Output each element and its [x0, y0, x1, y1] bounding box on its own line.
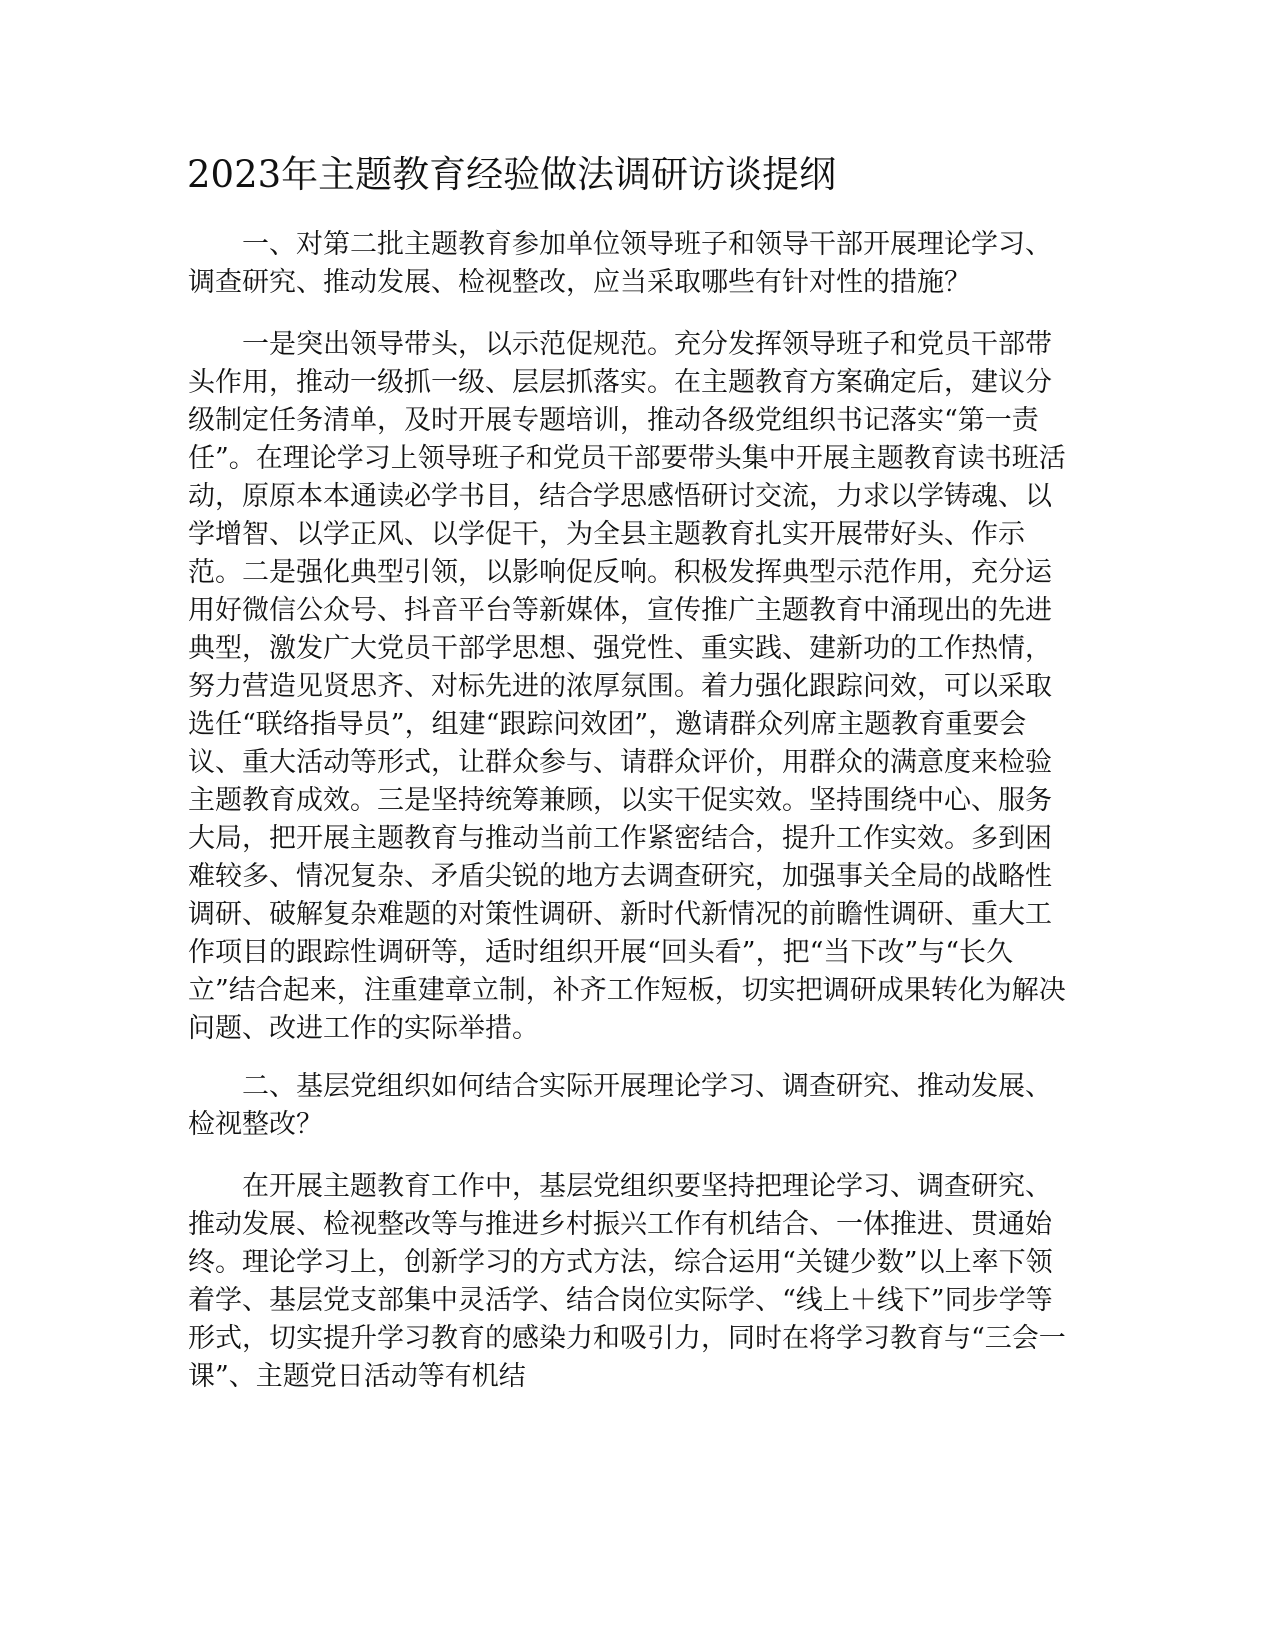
- document-body: [188, 226, 1072, 1416]
- answer-paragraph-2: 在开展主题教育工作中，基层党组织要坚持把理论学习、调查研究、推动发展、检视整改等与推进乡村振兴工作有机结合、一体推进、贯通始终。理论学习上，创新学习的方式方法，综合运用“关键少数”以上率下领着学、基层党支部集中灵活学、结合岗位实际学、“线上＋线下”同步学等形式，切实提升学习教育的感染力和吸引力，同时在将学习教育与“三会一课”、主题党日活动等有机结: [188, 1171, 1066, 1392]
- question-paragraph-2: 二、基层党组织如何结合实际开展理论学习、调查研究、推动发展、检视整改？: [188, 1071, 1052, 1140]
- question-paragraph-1: 一、对第二批主题教育参加单位领导班子和领导干部开展理论学习、调查研究、推动发展、检视整改，应当采取哪些有针对性的措施？: [188, 229, 1052, 298]
- answer-paragraph-1: 一是突出领导带头，以示范促规范。充分发挥领导班子和党员干部带头作用，推动一级抓一级、层层抓落实。在主题教育方案确定后，建议分级制定任务清单，及时开展专题培训，推动各级党组织书记落实“第一责任”。在理论学习上领导班子和党员干部要带头集中开展主题教育读书班活动，原原本本通读必学书目，结合学思感悟研讨交流，力求以学铸魂、以学增智、以学正风、以学促干，为全县主题教育扎实开展带好头、作示范。二是强化典型引领，以影响促反响。积极发挥典型示范作用，充分运用好微信公众号、抖音平台等新媒体，宣传推广主题教育中涌现出的先进典型，激发广大党员干部学思想、强党性、重实践、建新功的工作热情，努力营造见贤思齐、对标先进的浓厚氛围。着力强化跟踪问效，可以采取选任“联络指导员”，组建“跟踪问效团”，邀请群众列席主题教育重要会议、重大活动等形式，让群众参与、请群众评价，用群众的满意度来检验主题教育成效。三是坚持统筹兼顾，以实干促实效。坚持围绕中心、服务大局，把开展主题教育与推动当前工作紧密结合，提升工作实效。多到困难较多、情况复杂、矛盾尖锐的地方去调查研究，加强事关全局的战略性调研、破解复杂难题的对策性调研、新时代新情况的前瞻性调研、重大工作项目的跟踪性调研等，适时组织开展“回头看”，把“当下改”与“长久立”结合起来，注重建章立制，补齐工作短板，切实把调研成果转化为解决问题、改进工作的实际举措。: [188, 329, 1066, 1044]
- document-title: 2023年主题教育经验做法调研访谈提纲: [187, 153, 837, 196]
